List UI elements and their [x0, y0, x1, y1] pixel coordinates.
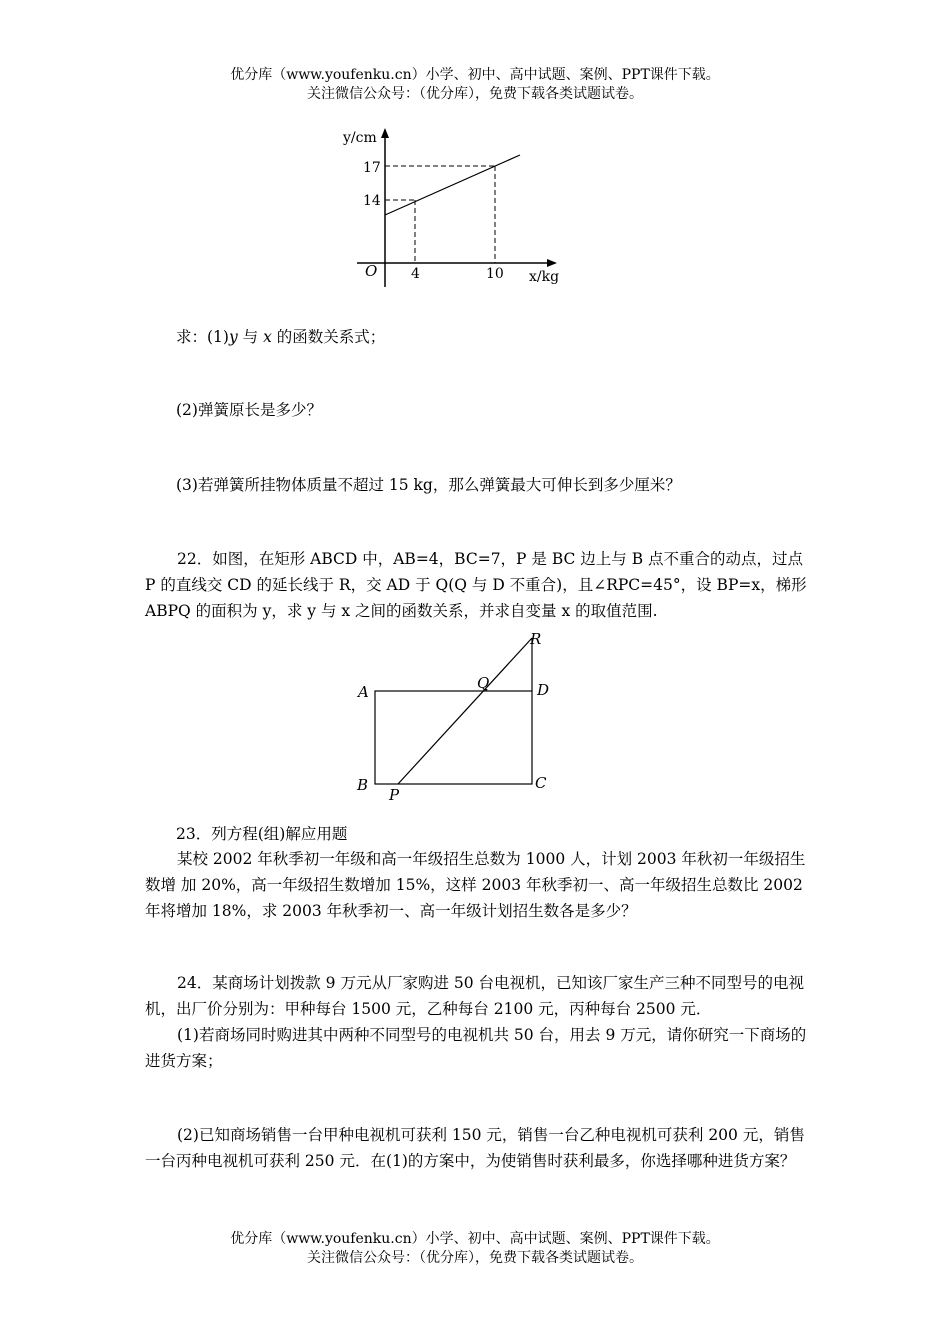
x-axis-arrow — [547, 259, 557, 267]
function-line — [385, 155, 520, 215]
line-pr — [398, 638, 532, 784]
rectangle-abcd — [375, 691, 532, 784]
x-tick-10: 10 — [486, 266, 504, 282]
label-d: D — [537, 681, 550, 699]
rectangle-figure — [350, 628, 560, 812]
q24-part2: (2)已知商场销售一台甲种电视机可获利 150 元，销售一台乙种电视机可获利 200 元，销售一台丙种电视机可获利 250 元．在(1)的方案中，为使销售时获利最多，你选择哪种进货方案？ — [145, 1126, 805, 1170]
origin-label: O — [365, 262, 378, 280]
label-r: R — [530, 630, 542, 648]
header-line-1: 优分库（www.youfenku.cn）小学、初中、高中试题、案例、PPT课件下载。 — [230, 67, 720, 83]
y-tick-17: 17 — [363, 160, 381, 176]
q24-intro: 24．某商场计划拨款 9 万元从厂家购进 50 台电视机，已知该厂家生产三种不同型号的电视机，出厂价分别为：甲种每台 1500 元，乙种每台 2100 元，丙种每台 2500 元． — [145, 974, 805, 1018]
label-q: Q — [477, 674, 490, 692]
footer-line-1: 优分库（www.youfenku.cn）小学、初中、高中试题、案例、PPT课件下载。 — [230, 1231, 720, 1247]
page-header — [0, 66, 950, 104]
label-b: B — [357, 776, 369, 794]
x-tick-4: 4 — [411, 266, 420, 282]
q21-part1: 求：(1)y 与 x 的函数关系式； — [176, 328, 386, 346]
y-axis-arrow — [381, 128, 389, 138]
x-axis-label: x/kg — [529, 269, 560, 285]
q24-part1: (1)若商场同时购进其中两种不同型号的电视机共 50 台，用去 9 万元，请你研究一下商场的进货方案； — [145, 1026, 807, 1070]
page-footer — [0, 1230, 950, 1268]
spring-graph — [335, 122, 575, 296]
y-axis-label: y/cm — [343, 130, 377, 146]
header-line-2: 关注微信公众号：（优分库），免费下载各类试题试卷。 — [307, 86, 643, 102]
label-a: A — [358, 683, 369, 701]
y-tick-14: 14 — [363, 193, 381, 209]
q23-title: 23．列方程(组)解应用题 — [176, 825, 348, 843]
q23-text: 某校 2002 年秋季初一年级和高一年级招生总数为 1000 人，计划 2003 年秋初一年级招生数增 加 20%，高一年级招生数增加 15%，这样 2003 年秋季初一、高一年级招生总数比 2002 年将增加 18%，求 2003 年秋季初一、高一年级计划招生数各是多少？ — [145, 850, 806, 920]
label-c: C — [535, 774, 547, 792]
q22-text: 22．如图，在矩形 ABCD 中，AB=4，BC=7，P 是 BC 边上与 B 点不重合的动点，过点 P 的直线交 CD 的延长线于 R，交 AD 于 Q(Q 与 D 不重合)，且∠RPC=45°，设 BP=x，梯形 ABPQ 的面积为 y，求 y 与 x 之间的函数关系，并求自变量 x 的取值范围. — [145, 550, 807, 620]
label-p: P — [389, 786, 400, 804]
q21-part3: (3)若弹簧所挂物体质量不超过 15 kg，那么弹簧最大可伸长到多少厘米？ — [176, 476, 681, 494]
footer-line-2: 关注微信公众号：（优分库），免费下载各类试题试卷。 — [307, 1250, 643, 1266]
q21-part2: (2)弹簧原长是多少？ — [176, 401, 322, 419]
